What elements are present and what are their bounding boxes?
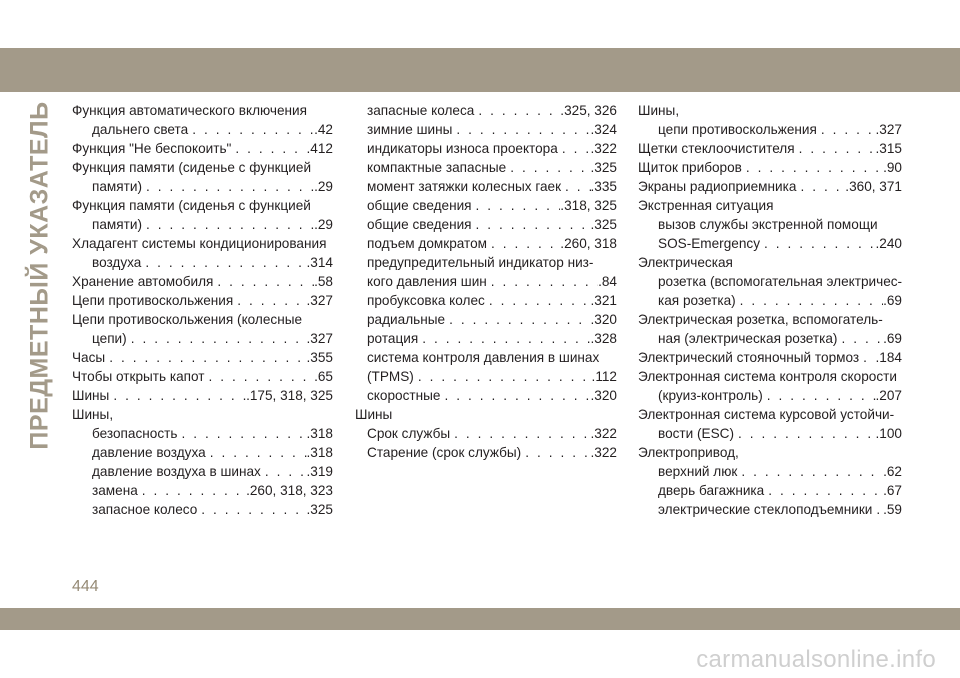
side-title-text: ПРЕДМЕТНЫЙ УКАЗАТЕЛЬ xyxy=(25,100,54,450)
index-entry-page: .318 xyxy=(306,445,333,460)
index-entry-text: Шины, xyxy=(638,103,680,118)
index-entry xyxy=(72,177,333,196)
index-entry-page: .335 xyxy=(590,179,617,194)
dot-leader xyxy=(209,367,315,386)
index-entry-page: .320 xyxy=(590,312,617,327)
dot-leader xyxy=(265,462,307,481)
dot-leader xyxy=(109,348,306,367)
index-entry xyxy=(72,291,333,310)
index-entry xyxy=(355,158,617,177)
index-entry-text: вызов службы экстренной помощи xyxy=(658,217,878,232)
index-entry xyxy=(72,253,333,272)
index-entry xyxy=(355,215,617,234)
index-entry-text: SOS-Emergency xyxy=(658,236,760,251)
index-entry-text: подъем домкратом xyxy=(367,236,488,251)
index-entry xyxy=(638,481,902,500)
index-entry-text: Шины, xyxy=(72,407,114,422)
index-entry-page: .321 xyxy=(590,293,617,308)
index-entry-text: цепи) xyxy=(92,331,127,346)
index-entry-text: Функция автоматического включения xyxy=(72,103,307,118)
index-entry-text: дальнего света xyxy=(92,122,189,137)
dot-leader xyxy=(456,120,590,139)
index-entry-text: Шины xyxy=(355,407,393,422)
index-entry-text: Щетки стеклоочистителя xyxy=(638,141,795,156)
index-entry-text: общие сведения xyxy=(367,217,472,232)
dot-leader xyxy=(562,139,591,158)
dot-leader xyxy=(113,386,246,405)
index-entry-text: кая розетка) xyxy=(658,293,736,308)
dot-leader xyxy=(146,215,314,234)
index-entry xyxy=(638,120,902,139)
index-entry-page: .318 xyxy=(306,426,333,441)
dot-leader xyxy=(764,234,876,253)
index-entry-text: Хладагент системы кондиционирования xyxy=(72,236,327,251)
dot-leader xyxy=(142,481,246,500)
index-entry-page: .322 xyxy=(590,141,617,156)
index-entry-page: .67 xyxy=(883,483,902,498)
dot-leader xyxy=(181,424,306,443)
index-entry xyxy=(72,120,333,139)
index-entry xyxy=(355,405,617,424)
index-entry-text: ротация xyxy=(367,331,419,346)
dot-leader xyxy=(201,500,306,519)
index-entry-text: предупредительный индикатор низ- xyxy=(367,255,594,270)
index-entry-page: .29 xyxy=(314,179,333,194)
index-entry xyxy=(638,367,902,386)
index-entry xyxy=(72,443,333,462)
dot-leader xyxy=(841,329,883,348)
index-entry-page: .65 xyxy=(314,369,333,384)
index-entry xyxy=(355,348,617,367)
index-entry xyxy=(638,329,902,348)
index-entry xyxy=(72,158,333,177)
dot-leader xyxy=(510,158,590,177)
index-entry xyxy=(72,405,333,424)
index-entry-page: .184 xyxy=(875,350,902,365)
index-entry xyxy=(72,329,333,348)
footer-band xyxy=(0,608,960,630)
index-entry xyxy=(638,310,902,329)
index-entry xyxy=(638,291,902,310)
top-margin xyxy=(0,0,960,48)
index-entry xyxy=(72,386,333,405)
index-entry-text: пробуксовка колес xyxy=(367,293,485,308)
index-entry-text: давление воздуха в шинах xyxy=(92,464,261,479)
index-entry xyxy=(355,424,617,443)
index-entry-text: Чтобы открыть капот xyxy=(72,369,205,384)
index-entry xyxy=(355,310,617,329)
dot-leader xyxy=(741,462,883,481)
index-entry-page: .324 xyxy=(590,122,617,137)
index-entry-text: памяти) xyxy=(92,217,142,232)
index-entry-page: .260, 318, 323 xyxy=(246,483,333,498)
index-entry-text: Цепи противоскольжения xyxy=(72,293,234,308)
index-entry xyxy=(72,234,333,253)
dot-leader xyxy=(740,291,883,310)
index-entry-text: ная (электрическая розетка) xyxy=(658,331,838,346)
index-entry-text: давление воздуха xyxy=(92,445,206,460)
index-entry-text: дверь багажника xyxy=(658,483,765,498)
index-entry-page: .412 xyxy=(306,141,333,156)
dot-leader xyxy=(478,101,560,120)
index-entry-page: .112 xyxy=(591,369,617,384)
index-entry xyxy=(638,234,902,253)
index-entry-text: Функция памяти (сиденья с функцией xyxy=(72,198,311,213)
page-number: 444 xyxy=(72,578,99,595)
index-entry-page: .320 xyxy=(590,388,617,403)
index-entry xyxy=(355,120,617,139)
dot-leader xyxy=(746,158,883,177)
dot-leader xyxy=(476,196,561,215)
dot-leader xyxy=(237,291,306,310)
index-entry-text: Экстренная ситуация xyxy=(638,198,774,213)
index-entry-text: запасные колеса xyxy=(367,103,475,118)
index-entry-page: .69 xyxy=(883,293,902,308)
dot-leader xyxy=(799,139,876,158)
index-entry xyxy=(72,215,333,234)
index-entry-text: памяти) xyxy=(92,179,142,194)
index-column-1 xyxy=(72,101,333,519)
index-entry xyxy=(638,177,902,196)
index-entry-text: Экраны радиоприемника xyxy=(638,179,797,194)
index-entry-page: .59 xyxy=(883,502,902,517)
side-title xyxy=(20,100,60,450)
index-entry-page: .325, 326 xyxy=(560,103,617,118)
index-entry-text: Функция "Не беспокоить" xyxy=(72,141,232,156)
index-entry xyxy=(72,272,333,291)
index-entry xyxy=(638,424,902,443)
dot-leader xyxy=(863,348,875,367)
index-entry-page: .327 xyxy=(306,331,333,346)
index-entry-page: .360, 371 xyxy=(845,179,902,194)
index-entry-text: Электронная система контроля скорости xyxy=(638,369,897,384)
dot-leader xyxy=(422,329,590,348)
index-entry xyxy=(638,196,902,215)
index-entry-text: Срок службы xyxy=(367,426,451,441)
index-entry-text: Электрический стояночный тормоз xyxy=(638,350,860,365)
dot-leader xyxy=(767,386,876,405)
watermark xyxy=(0,642,960,678)
index-entry xyxy=(355,443,617,462)
index-entry-text: верхний люк xyxy=(658,464,738,479)
index-entry xyxy=(638,348,902,367)
index-entry-text: Электронная система курсовой устойчи- xyxy=(638,407,895,422)
index-entry xyxy=(72,196,333,215)
index-entry xyxy=(72,500,333,519)
dot-leader xyxy=(210,443,307,462)
index-entry xyxy=(638,443,902,462)
index-entry-page: .69 xyxy=(883,331,902,346)
index-entry-page: .355 xyxy=(306,350,333,365)
index-entry-page: .175, 318, 325 xyxy=(246,388,333,403)
watermark-text: carmanualsonline.info xyxy=(696,646,936,673)
dot-leader xyxy=(525,443,590,462)
index-entry-text: момент затяжки колесных гаек xyxy=(367,179,562,194)
index-entry-page: .260, 318 xyxy=(560,236,617,251)
index-entry xyxy=(355,329,617,348)
index-entry-text: запасное колесо xyxy=(92,502,198,517)
index-entry xyxy=(355,101,617,120)
dot-leader xyxy=(768,481,883,500)
index-entry xyxy=(638,101,902,120)
index-entry xyxy=(72,481,333,500)
dot-leader xyxy=(800,177,845,196)
dot-leader xyxy=(491,234,560,253)
index-entry xyxy=(638,386,902,405)
index-column-3 xyxy=(638,101,902,519)
index-entry-text: электрические стеклоподъемники xyxy=(658,502,873,517)
index-entry xyxy=(638,405,902,424)
index-entry-text: Щиток приборов xyxy=(638,160,742,175)
dot-leader xyxy=(738,424,876,443)
index-entry-text: общие сведения xyxy=(367,198,472,213)
index-entry-text: розетка (вспомогательная электричес- xyxy=(658,274,902,289)
dot-leader xyxy=(145,253,306,272)
dot-leader xyxy=(235,139,306,158)
index-entry xyxy=(355,386,617,405)
index-entry xyxy=(638,139,902,158)
index-entry xyxy=(638,158,902,177)
index-entry-page: .84 xyxy=(598,274,617,289)
index-entry-page: .58 xyxy=(314,274,333,289)
index-entry-page: .42 xyxy=(314,122,333,137)
index-entry xyxy=(355,196,617,215)
dot-leader xyxy=(489,291,591,310)
index-entry-text: компактные запасные xyxy=(367,160,507,175)
index-entry xyxy=(355,139,617,158)
index-entry-text: скоростные xyxy=(367,388,441,403)
index-entry-page: .207 xyxy=(875,388,902,403)
index-entry xyxy=(355,253,617,272)
index-entry-text: Электрическая xyxy=(638,255,733,270)
index-entry xyxy=(355,272,617,291)
dot-leader xyxy=(476,215,591,234)
index-entry xyxy=(638,500,902,519)
dot-leader xyxy=(876,500,883,519)
header-band xyxy=(0,48,960,92)
index-entry-page: .90 xyxy=(883,160,902,175)
index-entry-page: .325 xyxy=(590,217,617,232)
dot-leader xyxy=(217,272,314,291)
index-entry-text: индикаторы износа проектора xyxy=(367,141,558,156)
index-entry xyxy=(72,101,333,120)
index-entry xyxy=(638,272,902,291)
index-entry xyxy=(638,215,902,234)
index-entry-page: .62 xyxy=(883,464,902,479)
index-entry-page: .29 xyxy=(314,217,333,232)
dot-leader xyxy=(131,329,307,348)
index-entry-page: .325 xyxy=(590,160,617,175)
index-entry xyxy=(72,139,333,158)
index-entry-text: безопасность xyxy=(92,426,178,441)
dot-leader xyxy=(454,424,590,443)
index-entry-text: (круиз-контроль) xyxy=(658,388,763,403)
index-entry-text: Шины xyxy=(72,388,110,403)
dot-leader xyxy=(565,177,590,196)
index-entry-page: .325 xyxy=(306,502,333,517)
index-entry xyxy=(355,177,617,196)
index-entry-page: .327 xyxy=(875,122,902,137)
index-entry xyxy=(355,291,617,310)
dot-leader xyxy=(192,120,314,139)
dot-leader xyxy=(146,177,314,196)
index-entry-text: воздуха xyxy=(92,255,142,270)
index-entry xyxy=(638,462,902,481)
index-column-2 xyxy=(355,101,617,462)
index-entry xyxy=(72,348,333,367)
index-entry-text: Старение (срок службы) xyxy=(367,445,522,460)
index-entry-page: .322 xyxy=(590,426,617,441)
dot-leader xyxy=(444,386,590,405)
index-entry-page: .240 xyxy=(875,236,902,251)
index-entry-text: Часы xyxy=(72,350,106,365)
index-entry-text: система контроля давления в шинах xyxy=(367,350,600,365)
index-entry xyxy=(355,367,617,386)
index-entry-text: Хранение автомобиля xyxy=(72,274,214,289)
dot-leader xyxy=(418,367,592,386)
dot-leader xyxy=(821,120,876,139)
index-entry-page: .315 xyxy=(875,141,902,156)
index-entry-text: Функция памяти (сиденье с функцией xyxy=(72,160,312,175)
index-entry xyxy=(72,367,333,386)
index-entry-text: Цепи противоскольжения (колесные xyxy=(72,312,303,327)
index-entry-text: Электрическая розетка, вспомогатель- xyxy=(638,312,883,327)
index-entry-text: замена xyxy=(92,483,138,498)
index-entry-text: кого давления шин xyxy=(367,274,487,289)
index-entry-text: радиальные xyxy=(367,312,446,327)
index-entry-page: .319 xyxy=(306,464,333,479)
index-entry xyxy=(72,424,333,443)
index-entry-page: .327 xyxy=(306,293,333,308)
index-entry-page: .100 xyxy=(875,426,902,441)
index-entry-page: .328 xyxy=(590,331,617,346)
index-entry-text: Электропривод, xyxy=(638,445,739,460)
index-entry-page: .314 xyxy=(306,255,333,270)
index-entry xyxy=(638,253,902,272)
index-entry xyxy=(355,234,617,253)
index-entry-page: .322 xyxy=(590,445,617,460)
dot-leader xyxy=(491,272,598,291)
index-entry-text: (TPMS) xyxy=(367,369,414,384)
index-entry xyxy=(72,310,333,329)
index-entry xyxy=(72,462,333,481)
index-entry-text: цепи противоскольжения xyxy=(658,122,817,137)
dot-leader xyxy=(449,310,590,329)
index-entry-page: .318, 325 xyxy=(560,198,617,213)
index-entry-text: вости (ESC) xyxy=(658,426,735,441)
index-entry-text: зимние шины xyxy=(367,122,453,137)
